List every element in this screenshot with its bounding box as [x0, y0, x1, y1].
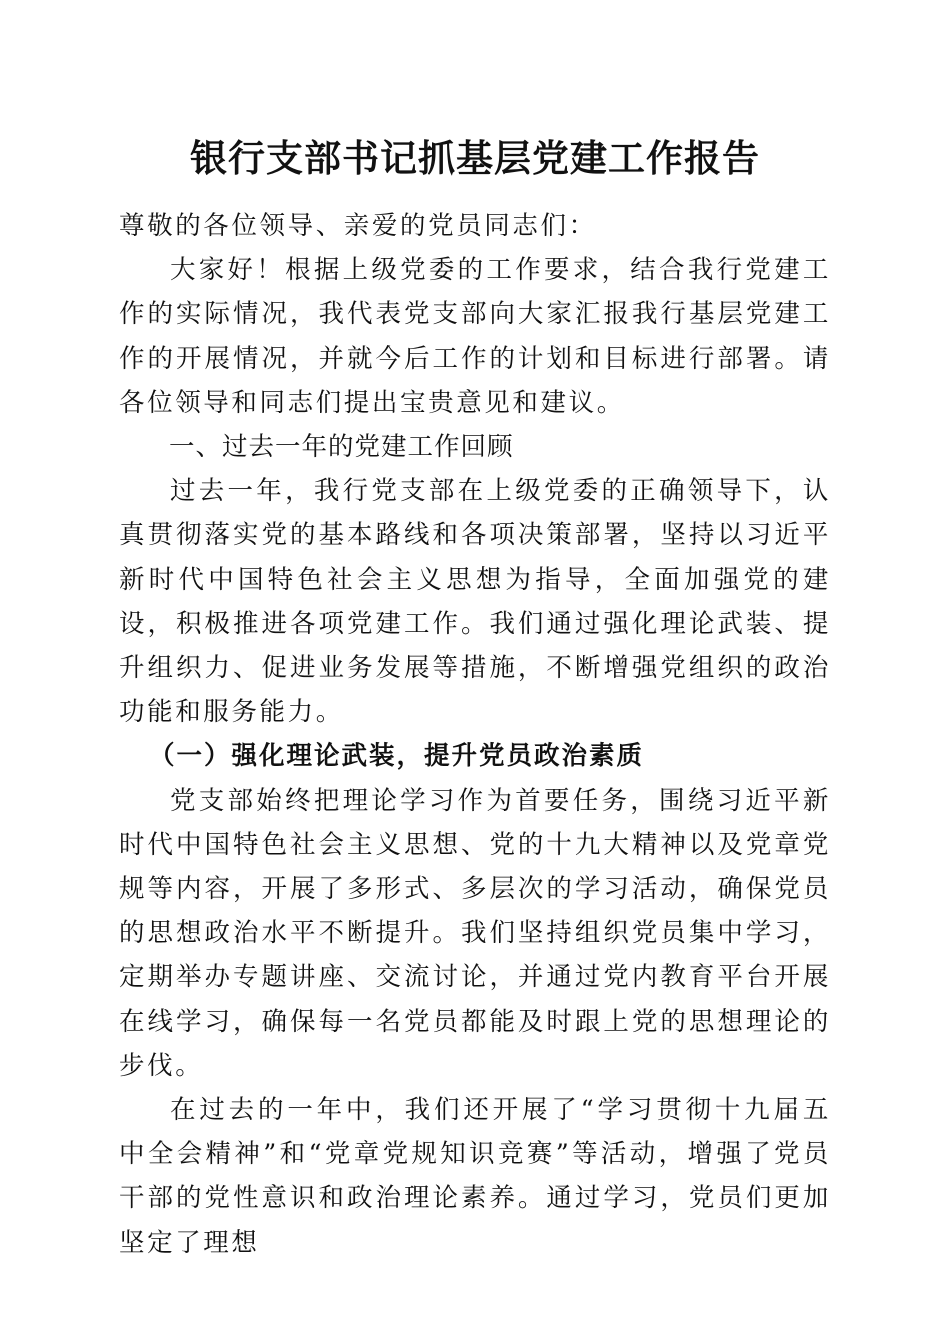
- intro-paragraph: 大家好！根据上级党委的工作要求，结合我行党建工作的实际情况，我代表党支部向大家汇报我行基层党建工作的开展情况，并就今后工作的计划和目标进行部署。请各位领导和同志们提出宝贵意见和建议。: [119, 255, 831, 418]
- subsection-heading-theory: （一）强化理论武装，提升党员政治素质: [149, 741, 645, 772]
- document-body: [119, 204, 831, 1265]
- salutation: 尊敬的各位领导、亲爱的党员同志们：: [119, 211, 597, 241]
- subsection-theory-paragraph-2: 在过去的一年中，我们还开展了“学习贯彻十九届五中全会精神”和“党章党规知识竞赛”等活动，增强了党员干部的党性意识和政治理论素养。通过学习，党员们更加坚定了理想: [119, 1095, 831, 1258]
- subsection-theory-paragraph-1: 党支部始终把理论学习作为首要任务，围绕习近平新时代中国特色社会主义思想、党的十九大精神以及党章党规等内容，开展了多形式、多层次的学习活动，确保党员的思想政治水平不断提升。我们坚持组织党员集中学习，定期举办专题讲座、交流讨论，并通过党内教育平台开展在线学习，确保每一名党员都能及时跟上党的思想理论的步伐。: [119, 785, 831, 1081]
- section-review-paragraph: 过去一年，我行党支部在上级党委的正确领导下，认真贯彻落实党的基本路线和各项决策部署，坚持以习近平新时代中国特色社会主义思想为指导，全面加强党的建设，积极推进各项党建工作。我们通过强化理论武装、提升组织力、促进业务发展等措施，不断增强党组织的政治功能和服务能力。: [119, 476, 831, 728]
- document-title: 银行支部书记抓基层党建工作报告: [190, 136, 760, 180]
- section-heading-review: 一、过去一年的党建工作回顾: [169, 432, 514, 463]
